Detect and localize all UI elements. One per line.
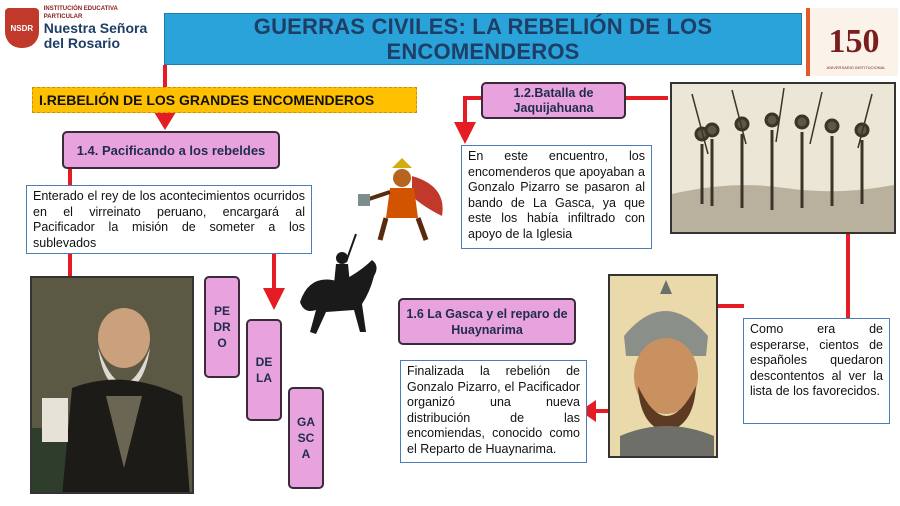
name-block-pedro: [204, 276, 240, 378]
name-block-gasca: [288, 387, 324, 489]
name-block-pedro-text: PE DR O: [213, 304, 231, 350]
page-title-bar: [164, 13, 802, 65]
school-logo: [5, 6, 157, 50]
page-title: GUERRAS CIVILES: LA REBELIÓN DE LOS ENCOMENDEROS: [253, 14, 713, 64]
topic-pacificando-text: 1.4. Pacificando a los rebeldes: [76, 142, 266, 158]
school-name-line1: Nuestra Señora: [43, 20, 148, 36]
school-subtitle: INSTITUCIÓN EDUCATIVA PARTICULAR: [43, 6, 118, 20]
arrow-down-icon: [263, 288, 285, 312]
topic-pacificando-label: [62, 131, 280, 169]
batalla-description: [461, 145, 652, 249]
descontentos-text: Como era de esperarse, cientos de españoles quedaron descontentos al ver la lista de los favorecidos.: [750, 322, 883, 398]
connector-battle-v: [463, 96, 467, 124]
topic-reparto-label: [398, 298, 576, 345]
arrow-down-icon: [454, 122, 476, 146]
connector-left-2: [68, 252, 72, 278]
school-shield-icon: [5, 8, 39, 48]
horseman-silhouette-illustration: [290, 232, 390, 342]
name-block-de-la: [246, 319, 282, 421]
descontentos-note: [743, 318, 890, 424]
topic-reparto-text: 1.6 La Gasca y el reparo de Huaynarima: [406, 306, 568, 337]
connector-pedro: [272, 252, 276, 290]
reparto-text: Finalizada la rebelión de Gonzalo Pizarro, el Pacificador organizó una nueva distribución de las encomiendas, conocido como el Reparto de Huaynarima.: [407, 364, 580, 456]
anniversary-number: 150: [828, 23, 880, 60]
anniversary-subtitle: ANIVERSARIO INSTITUCIONAL: [826, 65, 886, 70]
school-name-line2: del Rosario: [43, 35, 120, 51]
shield-text: NSDR: [10, 23, 34, 33]
arrow-down-icon: [154, 112, 176, 132]
name-block-gasca-text: GA SC A: [297, 415, 315, 461]
reparto-description: [400, 360, 587, 463]
name-block-de-la-text: DE LA: [255, 355, 273, 385]
connector-portrait-right: [718, 304, 744, 308]
connector-right-note: [846, 234, 850, 318]
topic-batalla-label: [481, 82, 626, 119]
pacificando-description: [26, 185, 312, 254]
batalla-text: En este encuentro, los encomenderos que apoyaban a Gonzalo Pizarro se pasaron al bando de La Gasca, ya que este los había infiltrado con apoyo de la Iglesia: [468, 149, 645, 241]
battle-engraving-image: [670, 82, 896, 234]
section-title-text: I.REBELIÓN DE LOS GRANDES ENCOMENDEROS: [39, 92, 375, 108]
anniversary-badge: [806, 8, 898, 76]
connector-battle-right: [626, 96, 668, 100]
pedro-de-la-gasca-portrait: [30, 276, 194, 494]
pacificando-text: Enterado el rey de los acontecimientos ocurridos en el virreinato peruano, encargará al Pacificador la misión de someter a los sublevados: [33, 189, 305, 250]
topic-batalla-text: 1.2.Batalla de Jaquijahuana: [513, 85, 594, 115]
section-title: [32, 87, 417, 113]
conquistador-portrait: [608, 274, 718, 458]
